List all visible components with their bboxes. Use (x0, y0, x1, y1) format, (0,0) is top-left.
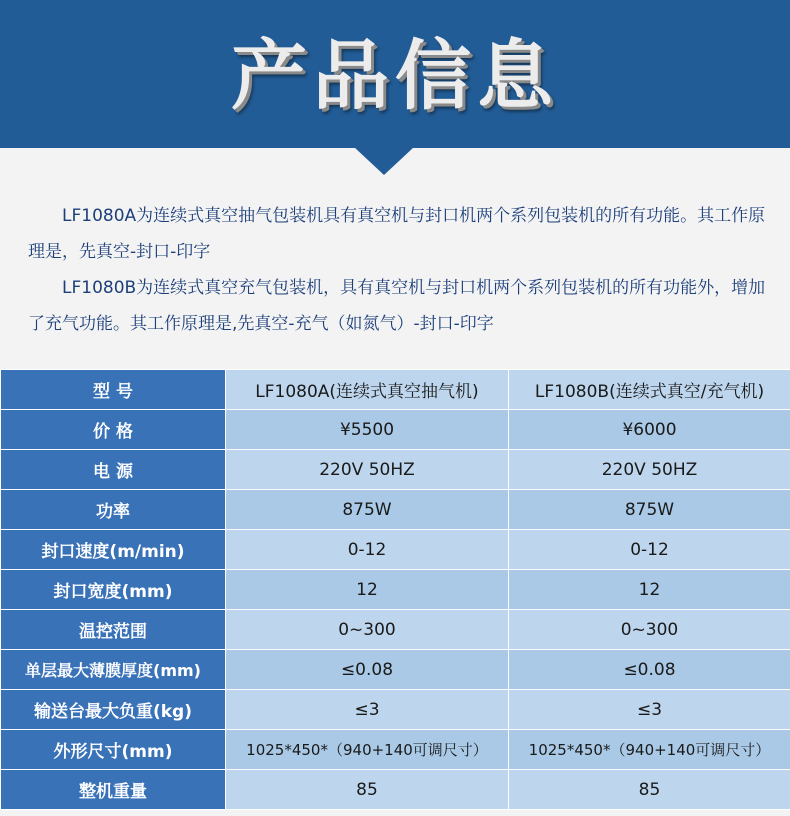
table-row (1, 410, 790, 450)
sealing-width-lf1080b: 12 (509, 570, 790, 610)
table-row (1, 610, 790, 650)
temperature-range-lf1080b: 0~300 (509, 610, 790, 650)
table-row (1, 650, 790, 690)
row-label-dimensions: 外形尺寸(mm) (1, 730, 226, 770)
description-paragraph-lf1080a: LF1080A为连续式真空抽气包装机具有真空机与封口机两个系列包装机的所有功能。其工作原理是，先真空-封口-印字 (28, 206, 766, 262)
banner-pointer (354, 147, 414, 175)
table-row (1, 530, 790, 570)
table-row (1, 570, 790, 610)
power-lf1080b: 875W (509, 490, 790, 530)
row-label-film-thickness: 单层最大薄膜厚度(mm) (1, 650, 226, 690)
row-label-sealing-width: 封口宽度(mm) (1, 570, 226, 610)
row-label-price: 价 格 (1, 410, 226, 450)
power-lf1080a: 875W (226, 490, 509, 530)
film-thickness-lf1080a: ≤0.08 (226, 650, 509, 690)
dimensions-lf1080a: 1025*450*（940+140可调尺寸） (226, 730, 509, 770)
weight-lf1080a: 85 (226, 770, 509, 810)
model-lf1080b: LF1080B(连续式真空/充气机) (509, 370, 790, 410)
table-row (1, 370, 790, 410)
temperature-range-lf1080a: 0~300 (226, 610, 509, 650)
dimensions-lf1080b: 1025*450*（940+140可调尺寸） (509, 730, 790, 770)
description-paragraph-lf1080b: LF1080B为连续式真空充气包装机，具有真空机与封口机两个系列包装机的所有功能外，增加了充气功能。其工作原理是,先真空-充气（如氮气）-封口-印字 (28, 278, 766, 334)
row-label-model: 型 号 (1, 370, 226, 410)
table-row (1, 450, 790, 490)
row-label-conveyor-load: 输送台最大负重(kg) (1, 690, 226, 730)
table-row (1, 770, 790, 810)
table-row (1, 730, 790, 770)
table-row (1, 490, 790, 530)
row-label-power: 功率 (1, 490, 226, 530)
row-label-weight: 整机重量 (1, 770, 226, 810)
sealing-width-lf1080a: 12 (226, 570, 509, 610)
film-thickness-lf1080b: ≤0.08 (509, 650, 790, 690)
product-description (28, 198, 768, 342)
row-label-temperature-range: 温控范围 (1, 610, 226, 650)
sealing-speed-lf1080b: 0-12 (509, 530, 790, 570)
conveyor-load-lf1080a: ≤3 (226, 690, 509, 730)
price-lf1080b: ¥6000 (509, 410, 790, 450)
price-lf1080a: ¥5500 (226, 410, 509, 450)
header-banner (0, 0, 790, 148)
power-supply-lf1080b: 220V 50HZ (509, 450, 790, 490)
power-supply-lf1080a: 220V 50HZ (226, 450, 509, 490)
sealing-speed-lf1080a: 0-12 (226, 530, 509, 570)
table-row (1, 690, 790, 730)
model-lf1080a: LF1080A(连续式真空抽气机) (226, 370, 509, 410)
row-label-sealing-speed: 封口速度(m/min) (1, 530, 226, 570)
page-title: 产品信息 (231, 31, 559, 120)
conveyor-load-lf1080b: ≤3 (509, 690, 790, 730)
weight-lf1080b: 85 (509, 770, 790, 810)
spec-table (0, 369, 790, 810)
row-label-power-supply: 电 源 (1, 450, 226, 490)
